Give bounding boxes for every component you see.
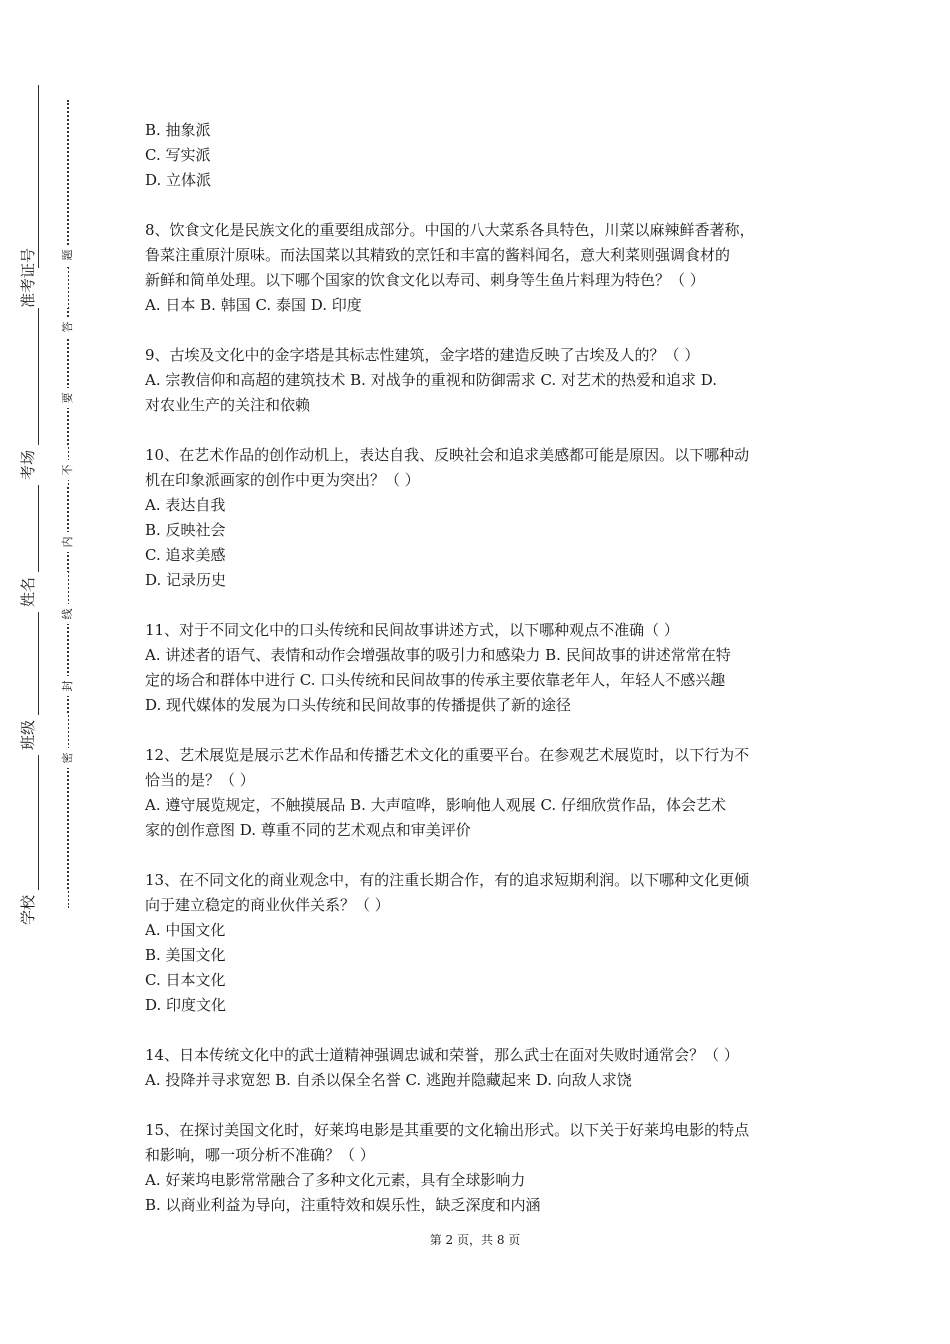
- seal-char-xian: 线: [58, 604, 78, 624]
- page-number-footer: 第 2 页，共 8 页: [429, 1233, 521, 1247]
- question-13-option: B. 美国文化: [145, 946, 226, 964]
- blank-line: [145, 718, 810, 743]
- question-15-line: 和影响，哪一项分析不准确？（ ）: [145, 1146, 375, 1164]
- seal-char-bu: 不: [58, 460, 78, 480]
- binding-margin: [0, 0, 100, 1344]
- question-15-option: A. 好莱坞电影常常融合了多种文化元素，具有全球影响力: [145, 1171, 526, 1189]
- question-8-line: 鲁菜注重原汁原味。而法国菜以其精致的烹饪和丰富的酱料闻名，意大利菜则强调食材的: [145, 246, 731, 264]
- text-line: B. 抽象派: [145, 121, 211, 139]
- question-13-option: A. 中国文化: [145, 921, 226, 939]
- blank-line: [145, 318, 810, 343]
- question-12-options: 家的创作意图 D. 尊重不同的艺术观点和审美评价: [145, 821, 471, 839]
- question-9-options: A. 宗教信仰和高超的建筑技术 B. 对战争的重视和防御需求 C. 对艺术的热爱和追求 D.: [145, 371, 717, 389]
- seal-char-feng: 封: [58, 676, 78, 696]
- question-8-line: 新鲜和简单处理。以下哪个国家的饮食文化以寿司、刺身等生鱼片料理为特色？（ ）: [145, 271, 705, 289]
- text-line: C. 写实派: [145, 146, 211, 164]
- question-12-line: 12、艺术展览是展示艺术作品和传播艺术文化的重要平台。在参观艺术展览时，以下行为不: [145, 746, 750, 764]
- question-10-option: B. 反映社会: [145, 521, 226, 539]
- exam-room-label: 考场: [8, 445, 68, 485]
- seal-char-yao: 要: [58, 388, 78, 408]
- question-8-options: A. 日本 B. 韩国 C. 泰国 D. 印度: [145, 296, 362, 314]
- blank-line: [145, 843, 810, 868]
- blank-line: [145, 193, 810, 218]
- name-label: 姓名: [8, 572, 68, 612]
- question-13-line: 向于建立稳定的商业伙伴关系？（ ）: [145, 896, 390, 914]
- question-13-line: 13、在不同文化的商业观念中，有的注重长期合作，有的追求短期利润。以下哪种文化更倾: [145, 871, 750, 889]
- seal-char-da: 答: [58, 317, 78, 337]
- seal-char-mi: 密: [58, 748, 78, 768]
- question-9-line: 9、古埃及文化中的金字塔是其标志性建筑，金字塔的建造反映了古埃及人的？（ ）: [145, 346, 700, 364]
- question-10-line: 机在印象派画家的创作中更为突出？（ ）: [145, 471, 420, 489]
- question-12-options: A. 遵守展览规定，不触摸展品 B. 大声喧哗，影响他人观展 C. 仔细欣赏作品，体会艺术: [145, 796, 726, 814]
- blank-line: [145, 593, 810, 618]
- question-9-options: 对农业生产的关注和依赖: [145, 396, 311, 414]
- blank-line: [145, 1093, 810, 1118]
- seal-char-nei: 内: [58, 532, 78, 552]
- question-11-options: 定的场合和群体中进行 C. 口头传统和民间故事的传承主要依靠老年人，年轻人不感兴趣: [145, 671, 726, 689]
- question-15-line: 15、在探讨美国文化时，好莱坞电影是其重要的文化输出形式。以下关于好莱坞电影的特点: [145, 1121, 750, 1139]
- question-10-option: C. 追求美感: [145, 546, 226, 564]
- question-content: [145, 118, 810, 1218]
- question-10-option: A. 表达自我: [145, 496, 226, 514]
- school-label: 学校: [8, 890, 68, 930]
- exam-number-label: 准考证号: [8, 268, 68, 308]
- question-10-option: D. 记录历史: [145, 571, 227, 589]
- question-15-option: B. 以商业利益为导向，注重特效和娱乐性，缺乏深度和内涵: [145, 1196, 541, 1214]
- blank-line: [145, 1018, 810, 1043]
- seal-char-ti: 题: [58, 245, 78, 265]
- question-11-options: D. 现代媒体的发展为口头传统和民间故事的传播提供了新的途径: [145, 696, 572, 714]
- question-11-line: 11、对于不同文化中的口头传统和民间故事讲述方式，以下哪种观点不准确（ ）: [145, 621, 679, 639]
- blank-line: [145, 418, 810, 443]
- question-8-line: 8、饮食文化是民族文化的重要组成部分。中国的八大菜系各具特色，川菜以麻辣鲜香著称，: [145, 221, 755, 239]
- class-label: 班级: [8, 715, 68, 755]
- binding-dotted-line: [67, 100, 69, 908]
- question-14-options: A. 投降并寻求宽恕 B. 自杀以保全名誉 C. 逃跑并隐藏起来 D. 向敌人求饶: [145, 1071, 632, 1089]
- question-13-option: C. 日本文化: [145, 971, 226, 989]
- question-12-line: 恰当的是？（ ）: [145, 771, 255, 789]
- binding-solid-line: [38, 85, 39, 925]
- question-14-line: 14、日本传统文化中的武士道精神强调忠诚和荣誉，那么武士在面对失败时通常会？（ ）: [145, 1046, 739, 1064]
- question-10-line: 10、在艺术作品的创作动机上，表达自我、反映社会和追求美感都可能是原因。以下哪种动: [145, 446, 750, 464]
- question-13-option: D. 印度文化: [145, 996, 227, 1014]
- question-11-options: A. 讲述者的语气、表情和动作会增强故事的吸引力和感染力 B. 民间故事的讲述常常在特: [145, 646, 731, 664]
- text-line: D. 立体派: [145, 171, 212, 189]
